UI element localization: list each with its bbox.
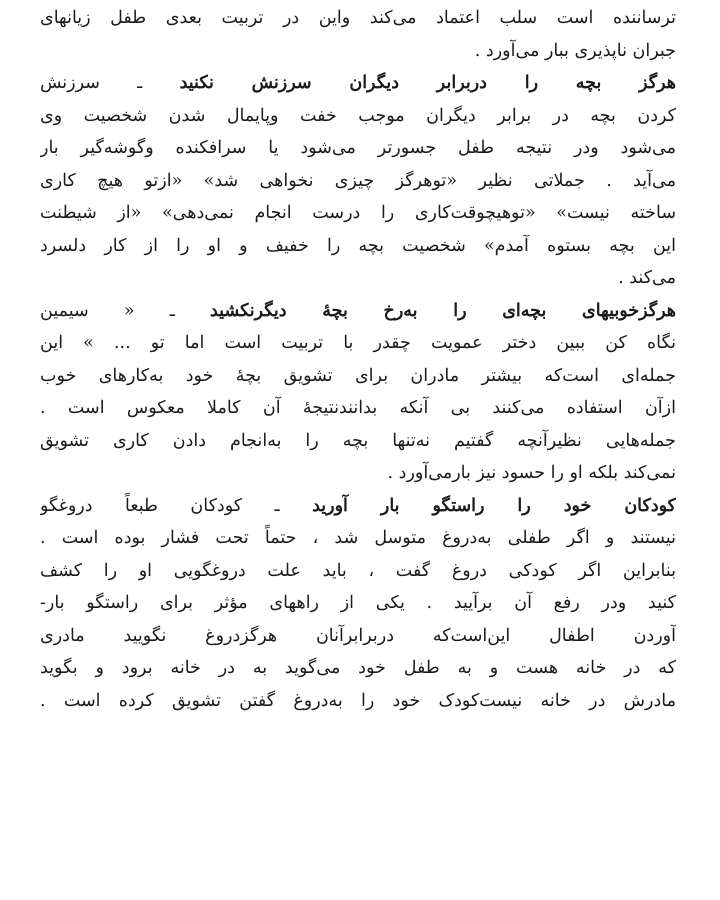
text-line: آوردن اطفال این‌است‌که دربرابرآنان هرگزدروغ نگویید مادری <box>40 625 676 646</box>
text-line: جمله‌ای است‌که بیشتر مادران برای تشویق بچهٔ خود به‌کارهای خوب <box>40 365 676 386</box>
text-line: می‌آید . جملاتی نظیر «توهرگز چیزی نخواهی شد» «ازتو هیچ کاری <box>40 170 676 191</box>
text-line: بنابراین اگر کودکی دروغ گفت ، باید علت دروغگویی او را کشف <box>40 560 676 581</box>
text-line: که در خانه هست و به طفل خود می‌گوید به در خانه برود و بگوید <box>40 658 676 678</box>
text-line: این بچه بستوه آمدم» شخصیت بچه را خفیف و او را از کار دلسرد <box>40 235 676 256</box>
section-heading: هرگز بچه را دربرابر دیگران سرزنش نکنید <box>179 73 676 93</box>
text-line: می‌شود ودر نتیجه طفل جسورتر می‌شود یا سرافکنده وگوشه‌گیر بار <box>40 138 676 158</box>
heading-continuation: ـ « سیمین <box>40 300 175 321</box>
text-line: ترساننده است سلب اعتماد می‌کند واین در تربیت بعدی طفل زیانهای <box>40 8 676 28</box>
section-heading-line <box>40 67 676 100</box>
heading-continuation: ـ سرزنش <box>40 73 143 93</box>
text-line: نیستند و اگر طفلی به‌دروغ متوسل شد ، حتماً تحت فشار بوده است . <box>40 528 676 548</box>
text-line: نگاه کن ببین دختر عمویت چقدر با تربیت است اما تو ... » این <box>40 333 676 353</box>
section-heading: هرگزخوبیهای بچه‌ای را به‌رخ بچهٔ دیگرنکشید <box>210 300 676 321</box>
section-heading-line <box>40 490 676 523</box>
text-line: جبران ناپذیری ببار می‌آورد . <box>474 40 676 61</box>
text-line: جمله‌هایی نظیرآنچه گفتیم نه‌تنها بچه را به‌انجام دادن کاری تشویق <box>40 430 676 451</box>
text-line: ازآن استفاده می‌کنند بی آنکه بدانندنتیجهٔ آن کاملا معکوس است . <box>40 398 676 418</box>
section-heading-line <box>40 295 676 328</box>
text-line: نمی‌کند بلکه او را حسود نیز بارمی‌آورد . <box>387 463 676 483</box>
heading-continuation: ـ کودکان طبعاً دروغگو <box>40 495 280 516</box>
text-line: کردن بچه در برابر دیگران موجب خفت وپایمال شدن شخصیت وی <box>40 105 676 126</box>
text-line: ساخته نیست» «توهیچوقت‌کاری را درست انجام نمی‌دهی» «از شیطنت <box>40 203 676 223</box>
text-line: می‌کند . <box>618 268 676 288</box>
section-heading: کودکان خود را راستگو بار آورید <box>312 495 676 516</box>
text-line: کنید ودر رفع آن برآیید . یکی از راههای مؤثر برای راستگو بار- <box>40 593 676 613</box>
text-line: مادرش در خانه نیست‌کودک خود را به‌دروغ گفتن تشویق کرده است . <box>40 690 676 711</box>
